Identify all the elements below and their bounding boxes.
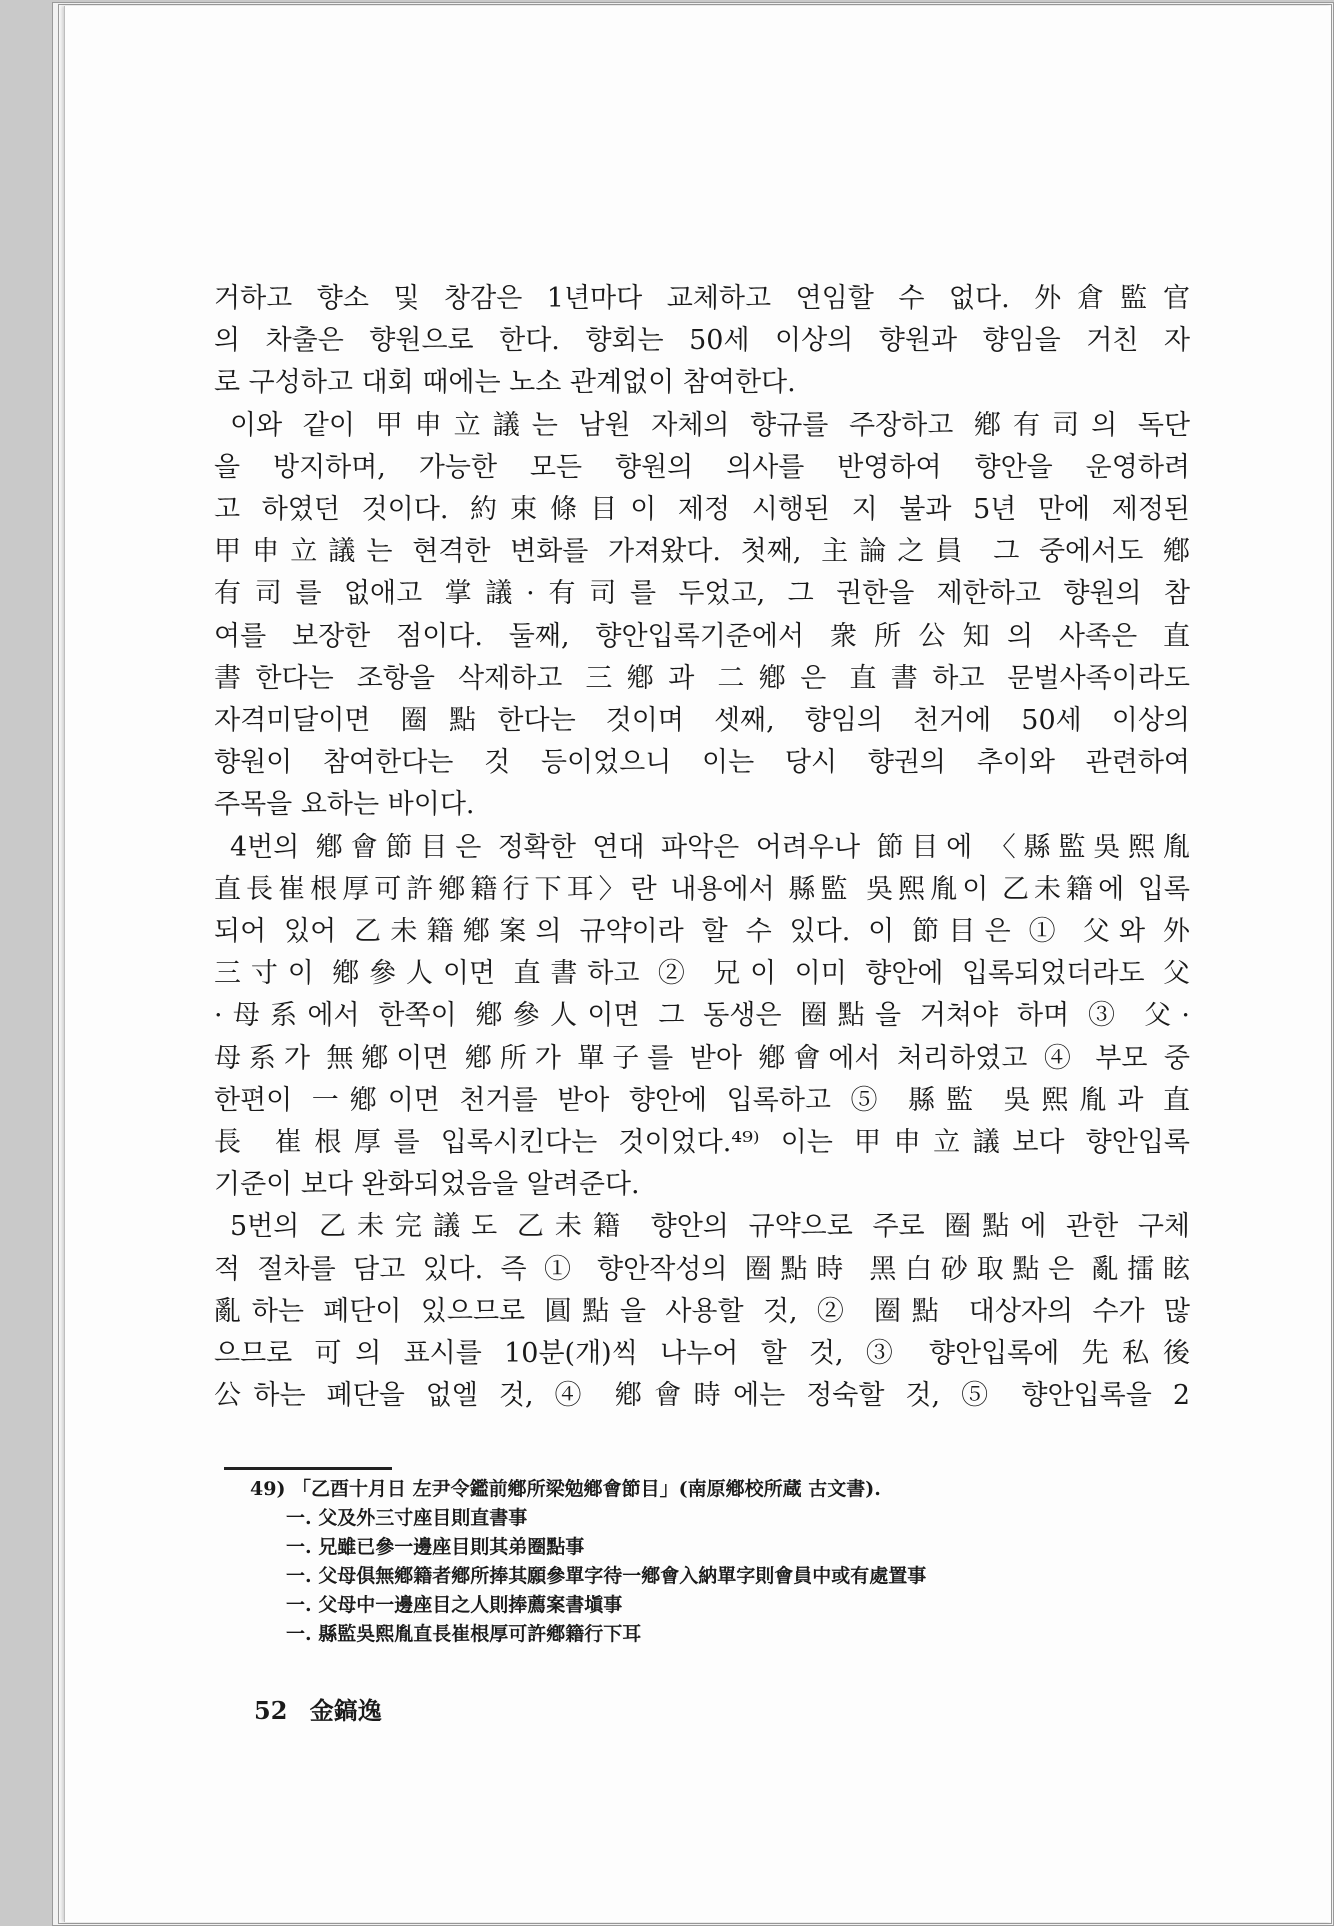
text-line: 의 차출은 향원으로 한다. 향회는 50세 이상의 향원과 향임을 거친 자 bbox=[214, 325, 1190, 357]
text-line: 長 崔根厚를 입록시킨다는 것이었다.⁴⁹⁾ 이는 甲申立議보다 향안입록 bbox=[214, 1127, 1190, 1159]
text-line: 亂하는 폐단이 있으므로 圓點을 사용할 것, ② 圈點 대상자의 수가 많 bbox=[214, 1295, 1190, 1327]
text-line: 母系가 無鄕이면 鄕所가 單子를 받아 鄕會에서 처리하였고 ④ 부모 중 bbox=[214, 1042, 1190, 1074]
text-line: 향원이 참여한다는 것 등이었으니 이는 당시 향권의 추이와 관련하여 bbox=[214, 747, 1190, 779]
text-line: 적 절차를 담고 있다. 즉 ① 향안작성의 圈點時 黑白砂取點은 亂擂眩 bbox=[214, 1253, 1190, 1285]
text-line: 으므로 可의 표시를 10분(개)씩 나누어 할 것, ③ 향안입록에 先私後 bbox=[214, 1338, 1190, 1370]
page-footer bbox=[254, 1691, 382, 1726]
text-line: 을 방지하며, 가능한 모든 향원의 의사를 반영하여 향안을 운영하려 bbox=[214, 451, 1190, 483]
text-line: 여를 보장한 점이다. 둘째, 향안입록기준에서 衆所公知의 사족은 直 bbox=[214, 620, 1190, 652]
footnote-item: 一. 父母俱無鄕籍者鄕所捧其願參單字待一鄕會入納單字則會員中或有處置事 bbox=[286, 1565, 927, 1587]
footnote-item: 一. 縣監吳熙胤直長崔根厚可許鄕籍行下耳 bbox=[286, 1623, 642, 1645]
text-line: 5번의 乙未完議도 乙未籍 향안의 규약으로 주로 圈點에 관한 구체 bbox=[230, 1211, 1190, 1243]
text-line: 고 하였던 것이다. 約束條目이 제정 시행된 지 불과 5년 만에 제정된 bbox=[214, 494, 1190, 526]
footnote-item: 一. 父及外三寸座目則直書事 bbox=[286, 1507, 528, 1529]
text-line: 자격미달이면 圈點한다는 것이며 셋째, 향임의 천거에 50세 이상의 bbox=[214, 705, 1190, 737]
text-line: 기준이 보다 완화되었음을 알려준다. bbox=[214, 1169, 640, 1201]
text-line: 甲申立議는 현격한 변화를 가져왔다. 첫째, 主論之員 그 중에서도 鄕 bbox=[214, 536, 1190, 568]
footnote-rule bbox=[224, 1467, 392, 1470]
text-line: 書한다는 조항을 삭제하고 三鄕과 二鄕은 直書하고 문벌사족이라도 bbox=[214, 662, 1190, 694]
text-line: 直長崔根厚可許鄕籍行下耳〉란 내용에서 縣監 吳熙胤이 乙未籍에 입록 bbox=[214, 873, 1190, 905]
text-line: 주목을 요하는 바이다. bbox=[214, 789, 475, 821]
body-text bbox=[214, 278, 1190, 1417]
footnote bbox=[250, 1475, 1150, 1649]
text-line: 한편이 一鄕이면 천거를 받아 향안에 입록하고 ⑤ 縣監 吳熙胤과 直 bbox=[214, 1084, 1190, 1116]
text-line: ·母系에서 한쪽이 鄕參人이면 그 동생은 圈點을 거쳐야 하며 ③ 父· bbox=[214, 1000, 1190, 1032]
text-line: 이와 같이 甲申立議는 남원 자체의 향규를 주장하고 鄕有司의 독단 bbox=[230, 409, 1190, 441]
footnote-citation: 49) 「乙酉十月日 左尹令鑑前鄕所梁勉鄕會節目」(南原鄕校所蔵 古文書). bbox=[250, 1478, 881, 1500]
text-line: 三寸이 鄕參人이면 直書하고 ② 兄이 이미 향안에 입록되었더라도 父 bbox=[214, 958, 1190, 990]
text-line: 거하고 향소 및 창감은 1년마다 교체하고 연임할 수 없다. 外倉監官 bbox=[214, 283, 1190, 314]
footnote-item: 一. 兄雖已參一邊座目則其弟圈點事 bbox=[286, 1536, 585, 1558]
text-line: 4번의 鄕會節目은 정확한 연대 파악은 어려우나 節目에 〈縣監吳熙胤 bbox=[230, 831, 1190, 863]
page-number: 52 bbox=[254, 1696, 288, 1725]
running-author: 金鎬逸 bbox=[309, 1696, 382, 1725]
text-line: 되어 있어 乙未籍鄕案의 규약이라 할 수 있다. 이 節目은 ① 父와 外 bbox=[214, 916, 1190, 948]
footnote-item: 一. 父母中一邊座目之人則捧薦案書塡事 bbox=[286, 1594, 623, 1616]
text-line: 公하는 폐단을 없엘 것, ④ 鄕會時에는 정숙할 것, ⑤ 향안입록을 2 bbox=[214, 1380, 1190, 1412]
text-line: 로 구성하고 대회 때에는 노소 관계없이 참여한다. bbox=[214, 367, 796, 399]
text-line: 有司를 없애고 掌議·有司를 두었고, 그 권한을 제한하고 향원의 참 bbox=[214, 578, 1190, 610]
